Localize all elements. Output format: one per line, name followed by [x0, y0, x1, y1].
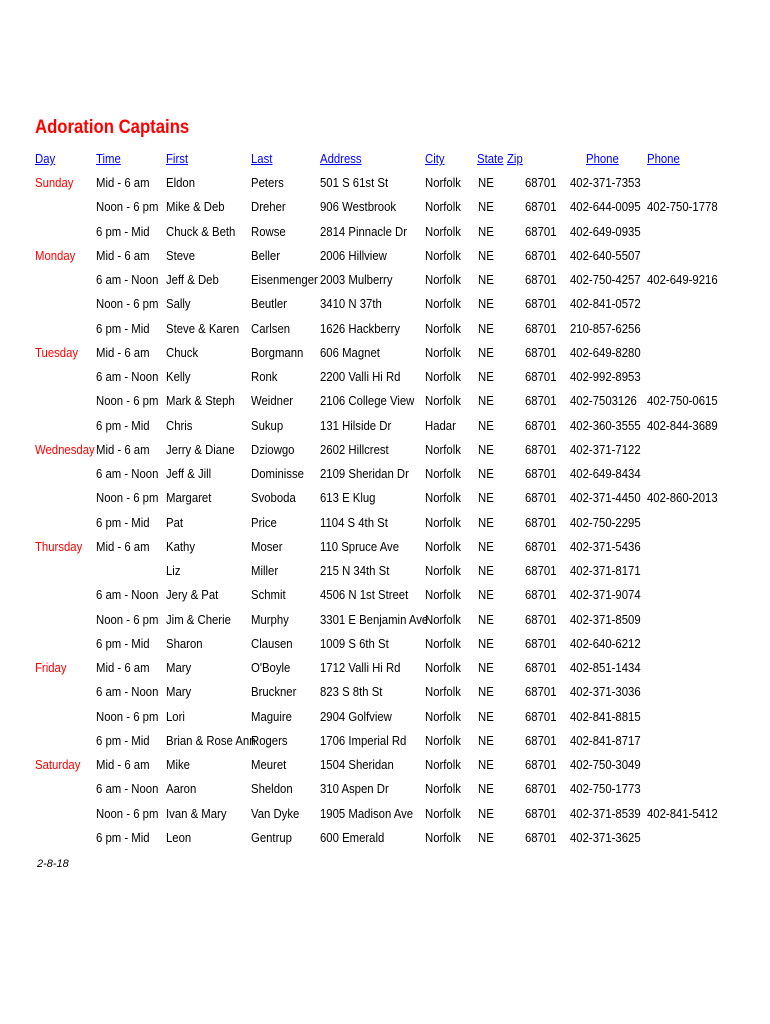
- phone-primary-cell: 402-644-0095: [570, 199, 641, 215]
- state-cell: NE: [478, 684, 494, 700]
- last-name-cell: Eisenmenger: [251, 272, 318, 287]
- last-name-cell: Price: [251, 514, 277, 530]
- phone-secondary-cell: 402-649-9216: [647, 272, 718, 287]
- last-name-cell: Schmit: [251, 587, 286, 603]
- state-cell: NE: [478, 708, 494, 724]
- address-cell: 1009 S 6th St: [320, 635, 389, 651]
- first-name-cell: Jerry & Diane: [166, 441, 235, 457]
- phone-primary-cell: 402-371-5436: [570, 538, 641, 554]
- time-cell: 6 pm - Mid: [96, 223, 150, 239]
- zip-cell: 68701: [525, 369, 557, 384]
- phone-secondary-cell: 402-750-1778: [647, 199, 718, 215]
- time-cell: Noon - 6 pm: [96, 611, 159, 627]
- phone-secondary-cell: 402-841-5412: [647, 805, 718, 821]
- day-cell: Tuesday: [35, 344, 79, 360]
- first-name-cell: Leon: [166, 829, 192, 845]
- first-name-cell: Sharon: [166, 635, 203, 651]
- first-name-cell: Liz: [166, 563, 181, 578]
- phone-primary-cell: 402-750-4257: [570, 272, 641, 287]
- first-name-cell: Brian & Rose Ann: [166, 732, 256, 748]
- last-name-cell: Miller: [251, 563, 279, 578]
- phone-primary-cell: 402-360-3555: [570, 417, 641, 433]
- page-title: Adoration Captains: [35, 117, 190, 138]
- city-cell: Norfolk: [425, 441, 461, 457]
- day-cell: Wednesday: [35, 441, 95, 457]
- city-cell: Norfolk: [425, 223, 461, 239]
- zip-cell: 68701: [525, 344, 557, 360]
- last-name-cell: Gentrup: [251, 829, 292, 845]
- phone-primary-cell: 402-371-3036: [570, 684, 641, 700]
- address-cell: 131 Hilside Dr: [320, 417, 392, 433]
- zip-cell: 68701: [525, 805, 557, 821]
- header-first: First: [166, 151, 189, 166]
- state-cell: NE: [478, 805, 494, 821]
- phone-primary-cell: 402-649-0935: [570, 223, 641, 239]
- city-cell: Norfolk: [425, 514, 461, 530]
- first-name-cell: Mary: [166, 660, 192, 675]
- city-cell: Norfolk: [425, 708, 461, 724]
- phone-primary-cell: 402-841-8717: [570, 732, 641, 748]
- header-state: State: [477, 151, 504, 166]
- last-name-cell: Sheldon: [251, 781, 293, 797]
- zip-cell: 68701: [525, 490, 557, 506]
- last-name-cell: Bruckner: [251, 684, 297, 700]
- city-cell: Norfolk: [425, 175, 461, 190]
- zip-cell: 68701: [525, 514, 557, 530]
- address-cell: 606 Magnet: [320, 344, 380, 360]
- time-cell: 6 pm - Mid: [96, 732, 150, 748]
- phone-primary-cell: 402-371-4450: [570, 490, 641, 506]
- city-cell: Norfolk: [425, 805, 461, 821]
- state-cell: NE: [478, 563, 494, 578]
- last-name-cell: Rogers: [251, 732, 288, 748]
- time-cell: 6 pm - Mid: [96, 320, 150, 336]
- phone-primary-cell: 210-857-6256: [570, 320, 641, 336]
- state-cell: NE: [478, 514, 494, 530]
- city-cell: Norfolk: [425, 829, 461, 845]
- time-cell: Mid - 6 am: [96, 441, 150, 457]
- day-cell: Sunday: [35, 175, 74, 190]
- last-name-cell: Svoboda: [251, 490, 296, 506]
- first-name-cell: Eldon: [166, 175, 196, 190]
- phone-primary-cell: 402-371-3625: [570, 829, 641, 845]
- state-cell: NE: [478, 223, 494, 239]
- phone-primary-cell: 402-841-8815: [570, 708, 641, 724]
- last-name-cell: O'Boyle: [251, 660, 291, 675]
- time-cell: 6 am - Noon: [96, 587, 159, 603]
- state-cell: NE: [478, 635, 494, 651]
- phone-primary-cell: 402-371-9074: [570, 587, 641, 603]
- header-address: Address: [320, 151, 362, 166]
- zip-cell: 68701: [525, 781, 557, 797]
- time-cell: Mid - 6 am: [96, 344, 150, 360]
- time-cell: 6 am - Noon: [96, 466, 159, 481]
- last-name-cell: Weidner: [251, 393, 294, 409]
- time-cell: Mid - 6 am: [96, 247, 150, 263]
- time-cell: Noon - 6 pm: [96, 199, 159, 215]
- address-cell: 1706 Imperial Rd: [320, 732, 407, 748]
- state-cell: NE: [478, 441, 494, 457]
- address-cell: 2109 Sheridan Dr: [320, 466, 409, 481]
- phone-primary-cell: 402-750-1773: [570, 781, 641, 797]
- state-cell: NE: [478, 393, 494, 409]
- phone-primary-cell: 402-851-1434: [570, 660, 641, 675]
- city-cell: Norfolk: [425, 490, 461, 506]
- first-name-cell: Jim & Cherie: [166, 611, 231, 627]
- city-cell: Norfolk: [425, 320, 461, 336]
- phone-primary-cell: 402-841-0572: [570, 296, 641, 312]
- day-cell: Saturday: [35, 757, 81, 772]
- phone-primary-cell: 402-371-7122: [570, 441, 641, 457]
- zip-cell: 68701: [525, 587, 557, 603]
- header-zip: Zip: [507, 151, 523, 166]
- address-cell: 1626 Hackberry: [320, 320, 401, 336]
- city-cell: Norfolk: [425, 466, 461, 481]
- first-name-cell: Chris: [166, 417, 193, 433]
- header-phone-primary: Phone: [586, 151, 619, 166]
- address-cell: 2006 Hillview: [320, 247, 387, 263]
- zip-cell: 68701: [525, 466, 557, 481]
- city-cell: Norfolk: [425, 611, 461, 627]
- last-name-cell: Maguire: [251, 708, 292, 724]
- zip-cell: 68701: [525, 538, 557, 554]
- last-name-cell: Meuret: [251, 757, 287, 772]
- day-cell: Friday: [35, 660, 67, 675]
- time-cell: 6 pm - Mid: [96, 829, 150, 845]
- phone-primary-cell: 402-640-5507: [570, 247, 641, 263]
- last-name-cell: Rowse: [251, 223, 286, 239]
- day-cell: Thursday: [35, 538, 83, 554]
- phone-primary-cell: 402-371-8509: [570, 611, 641, 627]
- zip-cell: 68701: [525, 635, 557, 651]
- header-day: Day: [35, 151, 56, 166]
- phone-primary-cell: 402-649-8434: [570, 466, 641, 481]
- time-cell: 6 am - Noon: [96, 272, 159, 287]
- city-cell: Norfolk: [425, 538, 461, 554]
- address-cell: 310 Aspen Dr: [320, 781, 389, 797]
- time-cell: Noon - 6 pm: [96, 393, 159, 409]
- address-cell: 613 E Klug: [320, 490, 376, 506]
- phone-primary-cell: 402-649-8280: [570, 344, 641, 360]
- day-cell: Monday: [35, 247, 76, 263]
- time-cell: 6 pm - Mid: [96, 635, 150, 651]
- phone-primary-cell: 402-750-2295: [570, 514, 641, 530]
- city-cell: Norfolk: [425, 757, 461, 772]
- city-cell: Norfolk: [425, 344, 461, 360]
- state-cell: NE: [478, 344, 494, 360]
- last-name-cell: Moser: [251, 538, 283, 554]
- phone-primary-cell: 402-992-8953: [570, 369, 641, 384]
- time-cell: Mid - 6 am: [96, 757, 150, 772]
- zip-cell: 68701: [525, 272, 557, 287]
- address-cell: 1504 Sheridan: [320, 757, 394, 772]
- header-phone-secondary: Phone: [647, 151, 680, 166]
- header-last: Last: [251, 151, 273, 166]
- time-cell: Noon - 6 pm: [96, 805, 159, 821]
- first-name-cell: Mike: [166, 757, 190, 772]
- address-cell: 501 S 61st St: [320, 175, 389, 190]
- city-cell: Norfolk: [425, 393, 461, 409]
- city-cell: Norfolk: [425, 635, 461, 651]
- zip-cell: 68701: [525, 417, 557, 433]
- address-cell: 2106 College View: [320, 393, 415, 409]
- time-cell: Mid - 6 am: [96, 538, 150, 554]
- zip-cell: 68701: [525, 441, 557, 457]
- last-name-cell: Carlsen: [251, 320, 291, 336]
- city-cell: Norfolk: [425, 272, 461, 287]
- last-name-cell: Murphy: [251, 611, 289, 627]
- city-cell: Norfolk: [425, 732, 461, 748]
- time-cell: 6 am - Noon: [96, 369, 159, 384]
- zip-cell: 68701: [525, 199, 557, 215]
- state-cell: NE: [478, 757, 494, 772]
- state-cell: NE: [478, 538, 494, 554]
- first-name-cell: Aaron: [166, 781, 197, 797]
- zip-cell: 68701: [525, 563, 557, 578]
- state-cell: NE: [478, 272, 494, 287]
- zip-cell: 68701: [525, 829, 557, 845]
- first-name-cell: Margaret: [166, 490, 212, 506]
- address-cell: 600 Emerald: [320, 829, 385, 845]
- address-cell: 2602 Hillcrest: [320, 441, 389, 457]
- header-city: City: [425, 151, 445, 166]
- last-name-cell: Dreher: [251, 199, 286, 215]
- city-cell: Norfolk: [425, 199, 461, 215]
- address-cell: 3301 E Benjamin Ave: [320, 611, 429, 627]
- address-cell: 110 Spruce Ave: [320, 538, 400, 554]
- first-name-cell: Mary: [166, 684, 192, 700]
- first-name-cell: Steve & Karen: [166, 320, 240, 336]
- city-cell: Norfolk: [425, 369, 461, 384]
- last-name-cell: Borgmann: [251, 344, 304, 360]
- phone-primary-cell: 402-7503126: [570, 393, 637, 409]
- zip-cell: 68701: [525, 247, 557, 263]
- last-name-cell: Beutler: [251, 296, 287, 312]
- first-name-cell: Mike & Deb: [166, 199, 225, 215]
- city-cell: Norfolk: [425, 684, 461, 700]
- first-name-cell: Kathy: [166, 538, 196, 554]
- first-name-cell: Chuck: [166, 344, 199, 360]
- state-cell: NE: [478, 199, 494, 215]
- address-cell: 1905 Madison Ave: [320, 805, 414, 821]
- state-cell: NE: [478, 829, 494, 845]
- time-cell: 6 pm - Mid: [96, 514, 150, 530]
- first-name-cell: Jeff & Deb: [166, 272, 219, 287]
- phone-primary-cell: 402-371-7353: [570, 175, 641, 190]
- zip-cell: 68701: [525, 708, 557, 724]
- address-cell: 2904 Golfview: [320, 708, 392, 724]
- state-cell: NE: [478, 247, 494, 263]
- last-name-cell: Ronk: [251, 369, 278, 384]
- zip-cell: 68701: [525, 296, 557, 312]
- state-cell: NE: [478, 417, 494, 433]
- first-name-cell: Chuck & Beth: [166, 223, 236, 239]
- city-cell: Norfolk: [425, 247, 461, 263]
- phone-primary-cell: 402-371-8539: [570, 805, 641, 821]
- first-name-cell: Mark & Steph: [166, 393, 235, 409]
- zip-cell: 68701: [525, 611, 557, 627]
- first-name-cell: Ivan & Mary: [166, 805, 227, 821]
- time-cell: Mid - 6 am: [96, 175, 150, 190]
- city-cell: Norfolk: [425, 660, 461, 675]
- date-footer: 2-8-18: [37, 858, 69, 870]
- zip-cell: 68701: [525, 684, 557, 700]
- last-name-cell: Beller: [251, 247, 280, 263]
- phone-secondary-cell: 402-750-0615: [647, 393, 718, 409]
- address-cell: 3410 N 37th: [320, 296, 382, 312]
- address-cell: 1104 S 4th St: [320, 514, 388, 530]
- time-cell: Noon - 6 pm: [96, 490, 159, 506]
- zip-cell: 68701: [525, 660, 557, 675]
- first-name-cell: Steve: [166, 247, 196, 263]
- phone-secondary-cell: 402-860-2013: [647, 490, 718, 506]
- zip-cell: 68701: [525, 757, 557, 772]
- time-cell: Mid - 6 am: [96, 660, 150, 675]
- address-cell: 215 N 34th St: [320, 563, 390, 578]
- time-cell: 6 am - Noon: [96, 781, 159, 797]
- address-cell: 823 S 8th St: [320, 684, 383, 700]
- last-name-cell: Dziowgo: [251, 441, 295, 457]
- state-cell: NE: [478, 490, 494, 506]
- address-cell: 1712 Valli Hi Rd: [320, 660, 401, 675]
- time-cell: Noon - 6 pm: [96, 296, 159, 312]
- first-name-cell: Lori: [166, 708, 185, 724]
- address-cell: 2814 Pinnacle Dr: [320, 223, 408, 239]
- state-cell: NE: [478, 369, 494, 384]
- zip-cell: 68701: [525, 223, 557, 239]
- first-name-cell: Sally: [166, 296, 191, 312]
- phone-primary-cell: 402-640-6212: [570, 635, 641, 651]
- state-cell: NE: [478, 320, 494, 336]
- first-name-cell: Kelly: [166, 369, 191, 384]
- zip-cell: 68701: [525, 175, 557, 190]
- state-cell: NE: [478, 781, 494, 797]
- state-cell: NE: [478, 660, 494, 675]
- city-cell: Norfolk: [425, 781, 461, 797]
- time-cell: 6 pm - Mid: [96, 417, 150, 433]
- state-cell: NE: [478, 175, 494, 190]
- phone-secondary-cell: 402-844-3689: [647, 417, 718, 433]
- last-name-cell: Peters: [251, 175, 284, 190]
- phone-primary-cell: 402-371-8171: [570, 563, 641, 578]
- last-name-cell: Van Dyke: [251, 805, 300, 821]
- city-cell: Norfolk: [425, 587, 461, 603]
- phone-primary-cell: 402-750-3049: [570, 757, 641, 772]
- time-cell: Noon - 6 pm: [96, 708, 159, 724]
- first-name-cell: Jery & Pat: [166, 587, 219, 603]
- city-cell: Norfolk: [425, 296, 461, 312]
- address-cell: 4506 N 1st Street: [320, 587, 409, 603]
- city-cell: Norfolk: [425, 563, 461, 578]
- last-name-cell: Sukup: [251, 417, 284, 433]
- header-time: Time: [96, 151, 121, 166]
- state-cell: NE: [478, 611, 494, 627]
- first-name-cell: Jeff & Jill: [166, 466, 212, 481]
- last-name-cell: Clausen: [251, 635, 293, 651]
- city-cell: Hadar: [425, 417, 456, 433]
- address-cell: 2200 Valli Hi Rd: [320, 369, 401, 384]
- state-cell: NE: [478, 466, 494, 481]
- address-cell: 2003 Mulberry: [320, 272, 393, 287]
- zip-cell: 68701: [525, 393, 557, 409]
- zip-cell: 68701: [525, 732, 557, 748]
- state-cell: NE: [478, 587, 494, 603]
- state-cell: NE: [478, 732, 494, 748]
- first-name-cell: Pat: [166, 514, 184, 530]
- time-cell: 6 am - Noon: [96, 684, 159, 700]
- state-cell: NE: [478, 296, 494, 312]
- address-cell: 906 Westbrook: [320, 199, 397, 215]
- zip-cell: 68701: [525, 320, 557, 336]
- last-name-cell: Dominisse: [251, 466, 304, 481]
